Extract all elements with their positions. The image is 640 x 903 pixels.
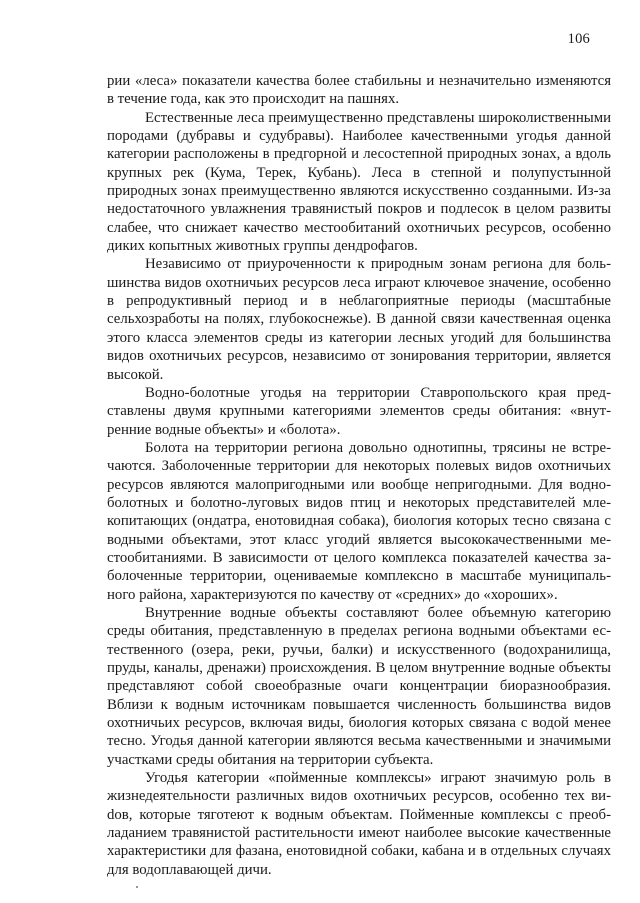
scan-speck <box>136 886 138 888</box>
paragraph-inland-waters: Внутренние водные объекты составляют более объемную категорию среды обитания, представленную в пределах региона водными объектами естественного (озера, реки, ручьи, балки) и искусственного (водохранилища, пруды, каналы, дренажи) происхождения. В целом внутренние водные объекты представляют собой своеобразные очаги концентрации биоразнообразия. Вблизи к водным источникам повышается численность большинства видов охотничьих ресурсов, включая виды, биология которых связана с водой менее тесно. Угодья данной категории являются весьма качественными и значимыми участками среды обитания на территории субъекта. <box>107 604 611 768</box>
paragraph-floodplains: Угодья категории «пойменные комплексы» играют значимую роль в жизнедеятельности различных видов охотничьих ресурсов, особенно тех виdов, которые тяготеют к водным объектам. Пойменные комплексы с преобладанием травянистой растительности имеют наиболее высокие качественные характеристики для фазана, енотовидной собаки, кабана и в отдельных случаях для водоплавающей дичи. <box>107 770 611 878</box>
paragraph-continued: рии «леса» показатели качества более стабильны и незначительно изменяются в течение года, как это происходит на пашнях. <box>107 73 611 108</box>
document-body <box>107 72 611 879</box>
paragraph-swamps: Болота на территории региона довольно однотипны, трясины не встречаются. Заболоченные территории для некоторых полевых видов охотничьих ресурсов являются малопригодными или вообще непригодными. Для водноболотных и болотно-луговых видов птиц и некоторых представителей млекопитающих (ондатра, енотовидная собака), биология которых тесно связана с водными объектами, этот класс угодий является высококачественными местообитаниями. В зависимости от целого комплекса показателей качества заболоченные территории, оцениваемые комплексно в масштабе муниципального района, характеризуются по качеству от «средних» до «хороших». <box>107 439 611 603</box>
paragraph-natural-forests: Естественные леса преимущественно представлены широколиственными породами (дубравы и судубравы). Наиболее качественными угодья данной категории расположены в предгорной и лесостепной природных зонах, а вдоль крупных рек (Кума, Терек, Кубань). Леса в степной и полупустынной природных зонах преимущественно являются искусственно созданными. Из-за недостаточного увлажнения травянистый покров и подлесок в целом развиты слабее, что снижает качество местообитаний охотничьих ресурсов, особенно диких копытных животных группы дендрофагов. <box>107 109 611 255</box>
paragraph-forest-importance: Независимо от приуроченности к природным зонам региона для большинства видов охотничьих ресурсов леса играют ключевое значение, особенно в репродуктивный период и в неблагоприятные периоды (масштабные сельхозработы на полях, глубокоснежье). В данной связи качественная оценка этого класса элементов среды из категории лесных угодий для большинства видов охотничьих ресурсов, независимо от зонирования территории, является высокой. <box>107 256 611 383</box>
paragraph-wetlands: Водно-болотные угодья на территории Ставропольского края представлены двумя крупными категориями элементов среды обитания: «внутренние водные объекты» и «болота». <box>107 384 611 438</box>
page-number: 106 <box>567 31 590 47</box>
